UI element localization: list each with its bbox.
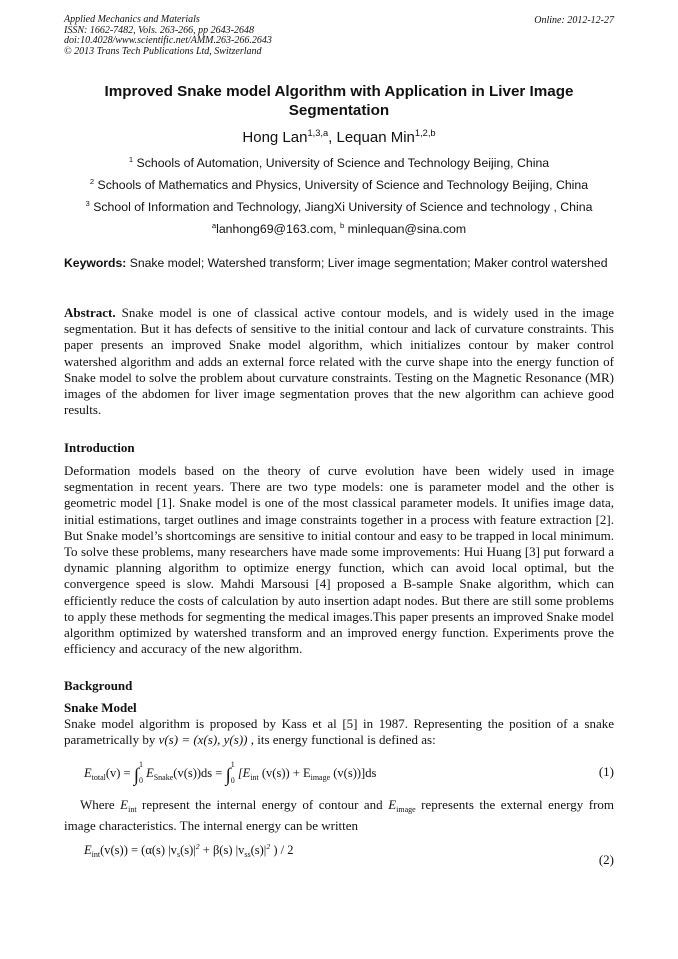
issn-line: ISSN: 1662-7482, Vols. 263-266, pp 2643-2648 bbox=[64, 24, 254, 36]
equation-2: $E_{int}(v(s)) = (\alpha(s) |v_s(s)|^2 + \beta(s)$ $|v_{ss}(s)|^2$ ) / 2 bbox=[84, 841, 294, 859]
online-date: Online: 2012-12-27 bbox=[534, 15, 614, 26]
introduction-text: Deformation models based on the theory of curve evolution have been widely used in image segmentation in recent years. There are two type models: one is parameter model and the other is geometric model [1]. Snake model is one of the most classical parameter models. It unifies image data, initial estimations, target outlines and image constraints together in a process with feature extraction [2]. But Snake model’s shortcomings are sensitive to initial contour and easy to be trapped in local minimum. To solve these problems, many researchers have made some improvements: Hui Huang [3] put forward a dynamic planning algorithm to optimize energy function, which can avoid local optimal, but the convergence speed is slow. Mahdi Marsousi [4] proposed a B-sample Snake algorithm, which can efficiently reduce the costs of calculation by auto insertion adapt nodes. But there are still some problems to apply these methods for segmenting the medical images.This paper presents an improved Snake model algorithm optimized by watershed transform and an improved energy function. Experiments prove the efficiency and accuracy of the new algorithm. bbox=[64, 463, 614, 657]
keywords: Keywords: Snake model; Watershed transform; Liver image segmentation; Maker control watershed bbox=[64, 256, 608, 270]
snake-model-subheading: Snake Model bbox=[64, 700, 137, 715]
author-1: Hong Lan bbox=[242, 129, 308, 146]
energy-paragraph: Where $E_{int}$ represent the internal energy of contour and $E_{image}$ represents the external energy from image characteristics. The internal energy can be written bbox=[64, 797, 615, 834]
keywords-label: Keywords: bbox=[64, 256, 127, 270]
copyright-line: © 2013 Trans Tech Publications Ltd, Switzerland bbox=[64, 45, 262, 57]
affiliation-1: $^1$ Schools of Automation, University of Science and Technology Beijing, China bbox=[128, 154, 550, 170]
email-b[interactable]: minlequan@sina.com bbox=[344, 222, 467, 236]
snake-model-paragraph: Snake model algorithm is proposed by Kass et al [5] in 1987. Representing the position of a snake parametrically by v(s) = (x(s), y(s)) , its energy functional is defined as: bbox=[64, 716, 614, 748]
equation-1-number: (1) bbox=[598, 764, 614, 779]
background-heading: Background bbox=[64, 678, 133, 693]
doi-link[interactable]: doi:10.4028/www.scientific.net/AMM.263-266.2643 bbox=[64, 35, 272, 47]
journal-header bbox=[64, 15, 272, 57]
paper-title: Improved Snake model Algorithm with Application in Liver Image Segmentation bbox=[104, 83, 574, 119]
equation-2-number: (2) bbox=[598, 852, 614, 867]
email-a[interactable]: lanhong69@163.com, bbox=[216, 222, 341, 236]
affiliation-2: $^2$ Schools of Mathematics and Physics, University of Science and Technology Beijing, China bbox=[89, 176, 589, 192]
abstract: Abstract. Snake model is one of classical active contour models, and is widely used in the image segmentation. But it has defects of sensitive to the initial contour and lack of curvature constraints. This paper presents an improved Snake model algorithm, which initializes contour by maker control watershed algorithm and adds an external force related with the curve shape into the energy function of Snake model to solve the problem about curvature constraints. Testing on the Magnetic Resonance (MR) images of the abdomen for liver image segmentation proves that the new algorithm can achieve good results. bbox=[64, 305, 614, 418]
parametric-formula: v(s) = (x(s), y(s)) bbox=[158, 732, 248, 748]
affiliation-3: $^3$ School of Information and Technology, JiangXi University of Science and technology , China bbox=[85, 198, 593, 214]
author-2: Lequan Min bbox=[336, 129, 415, 146]
introduction-heading: Introduction bbox=[64, 440, 135, 455]
email-line: $^a$lanhong69@163.com, $^b$ minlequan@sina.com bbox=[211, 220, 467, 236]
equation-1: $E_{total}(v) = \int^1_0$ $E_{Snake}(v(s))ds = \int^1_0$ [$E_{int}$ $(v(s)) + E_{image}$ (v(s))]ds bbox=[84, 760, 377, 786]
journal-name: Applied Mechanics and Materials bbox=[64, 14, 200, 25]
author-line: Hong Lan$^{1,3,a}$, Lequan Min$^{1,2,b}$ bbox=[242, 128, 436, 146]
abstract-label: Abstract. bbox=[64, 305, 116, 320]
